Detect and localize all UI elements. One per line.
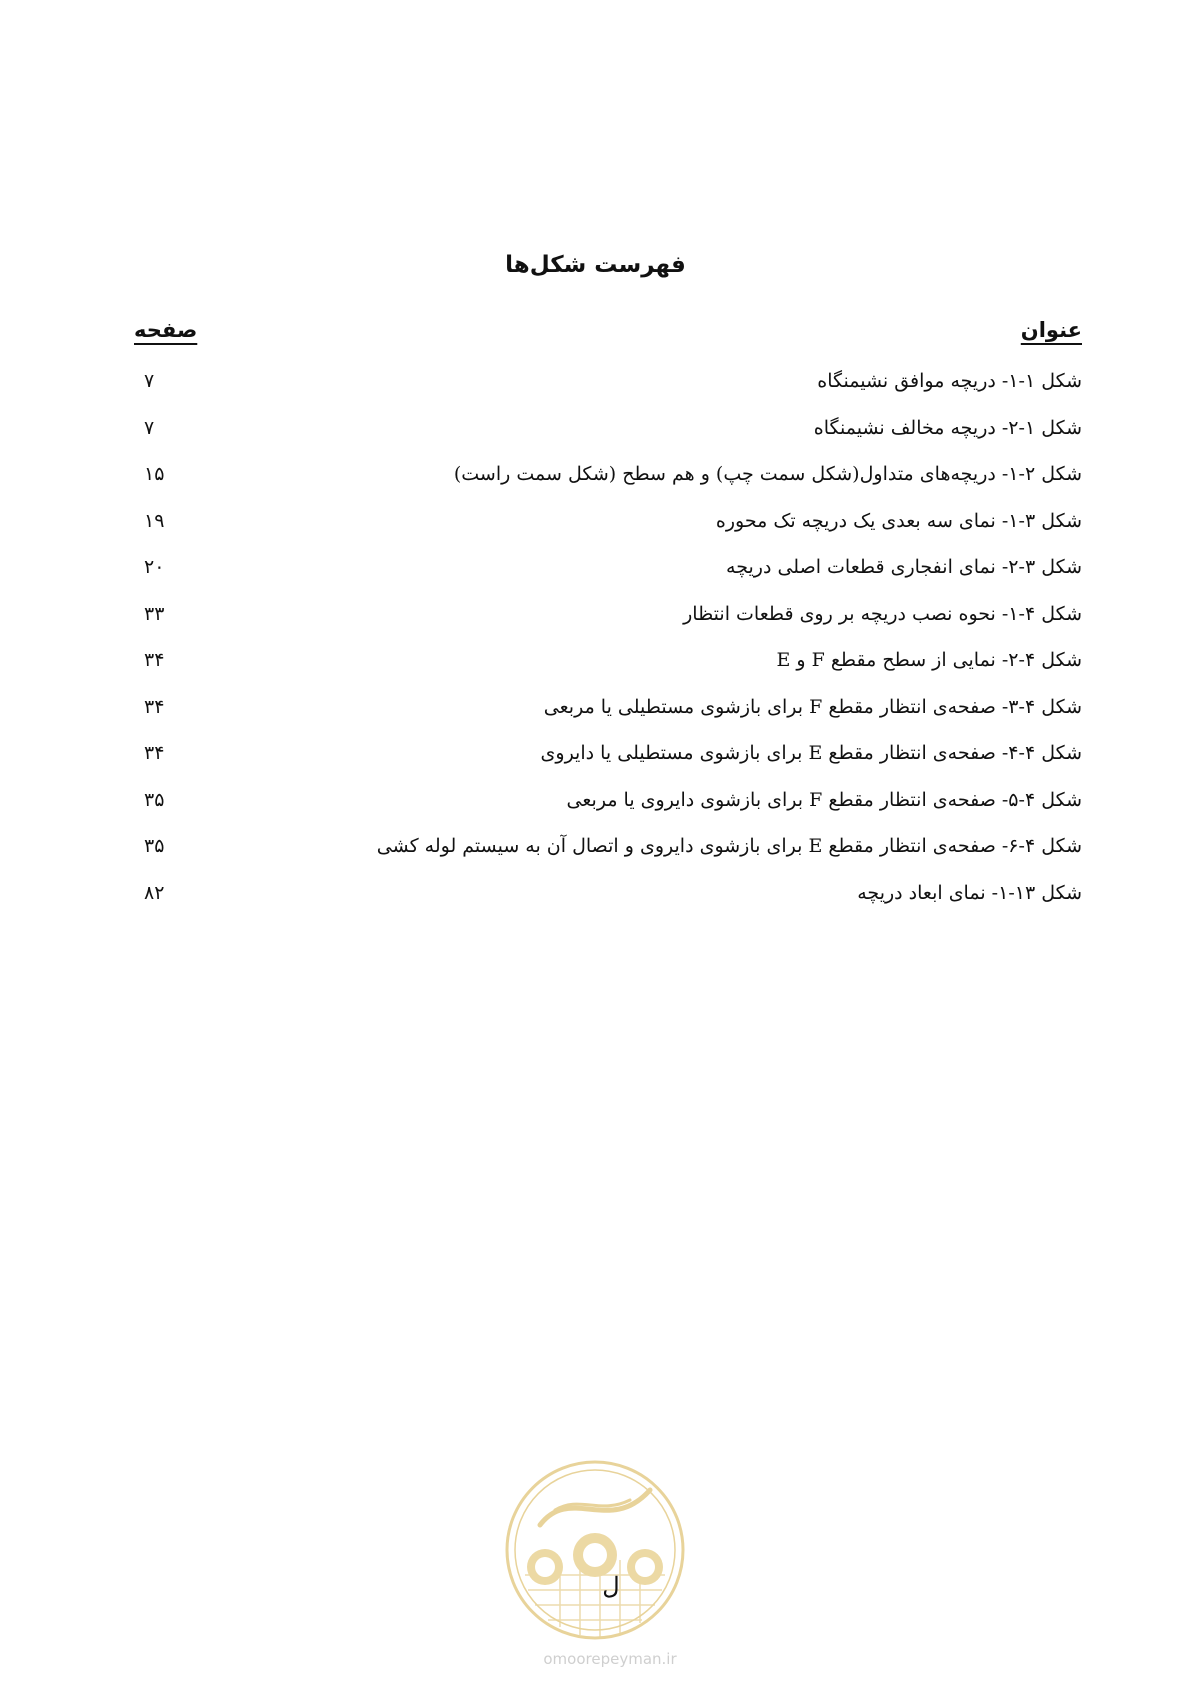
page-number: ل [602, 1572, 620, 1600]
toc-entry-page: ۳۴ [144, 649, 165, 671]
toc-entry-title: شکل ۳-۲- نمای انفجاری قطعات اصلی دریچه [726, 556, 1082, 578]
toc-entry-title: شکل ۱-۲- دریچه مخالف نشیمنگاه [813, 416, 1082, 439]
column-header-page: صفحه [134, 318, 198, 342]
page-title: فهرست شکل‌ها [505, 252, 686, 278]
toc-entry[interactable] [134, 366, 1082, 413]
toc-entry[interactable] [134, 413, 1082, 460]
toc-entry[interactable] [134, 692, 1082, 739]
toc-entry[interactable] [134, 831, 1082, 878]
toc-entry-title: شکل ۴-۱- نحوه نصب دریچه بر روی قطعات انتظار [683, 602, 1082, 625]
toc-header [134, 318, 1082, 352]
toc-entry-page: ۳۵ [144, 835, 165, 857]
toc-entry-page: ۳۴ [144, 742, 165, 764]
toc-entry-title: شکل ۲-۱- دریچه‌های متداول(شکل سمت چپ) و هم سطح (شکل سمت راست) [453, 463, 1082, 485]
toc-entry[interactable] [134, 599, 1082, 646]
toc-entry-page: ۳۳ [144, 602, 165, 625]
toc-entry[interactable] [134, 552, 1082, 599]
column-header-title: عنوان [1020, 318, 1082, 342]
toc-entry-page: ۳۵ [144, 788, 165, 811]
toc-entry[interactable] [134, 738, 1082, 785]
toc-entry[interactable] [134, 785, 1082, 832]
toc-entry-page: ۲۰ [144, 556, 165, 578]
toc-entry-title: شکل ۴-۵- صفحه‌ی انتظار مقطع F برای بازشوی دایروی یا مربعی [566, 788, 1082, 811]
toc-entry-page: ۱۵ [144, 463, 165, 485]
toc-entry-title: شکل ۴-۲- نمایی از سطح مقطع F و E [776, 649, 1082, 671]
toc-entry[interactable] [134, 459, 1082, 506]
toc-entry-title: شکل ۱-۱- دریچه موافق نشیمنگاه [817, 370, 1082, 392]
toc-entry-page: ۷ [144, 370, 155, 392]
toc-entry-page: ۷ [144, 416, 155, 439]
toc-entry[interactable] [134, 645, 1082, 692]
watermark-seal-icon [500, 1455, 690, 1645]
watermark-url: omoorepeyman.ir [543, 1650, 677, 1668]
toc-entry-title: شکل ۴-۴- صفحه‌ی انتظار مقطع E برای بازشوی مستطیلی یا دایروی [540, 742, 1082, 764]
toc-entry-title: شکل ۴-۶- صفحه‌ی انتظار مقطع E برای بازشوی دایروی و اتصال آن به سیستم لوله کشی [376, 835, 1082, 857]
toc-entry-page: ۳۴ [144, 695, 165, 718]
toc-entry[interactable] [134, 878, 1082, 925]
toc-entry[interactable] [134, 506, 1082, 553]
toc-entry-title: شکل ۳-۱- نمای سه بعدی یک دریچه تک محوره [715, 509, 1082, 532]
toc-list [134, 366, 1082, 924]
toc-entry-title: شکل ۴-۳- صفحه‌ی انتظار مقطع F برای بازشوی مستطیلی یا مربعی [543, 695, 1082, 718]
toc-entry-page: ۸۲ [144, 881, 165, 904]
toc-entry-page: ۱۹ [144, 509, 165, 532]
toc-entry-title: شکل ۱۳-۱- نمای ابعاد دریچه [857, 881, 1082, 904]
